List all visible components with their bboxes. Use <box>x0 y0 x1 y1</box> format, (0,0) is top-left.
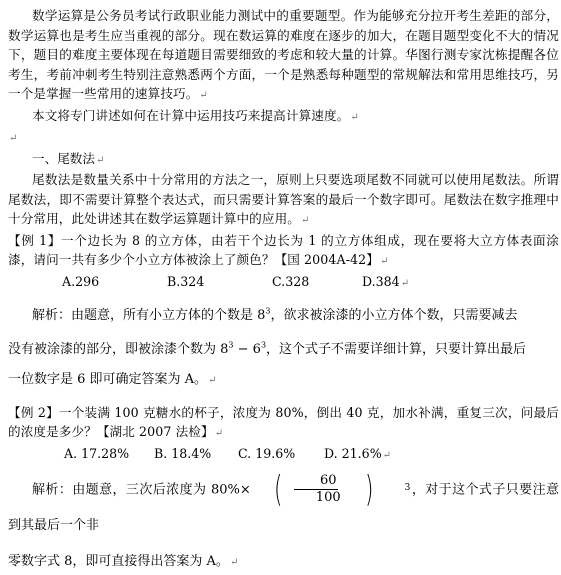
example-1-option-a: A.296 <box>62 273 100 289</box>
paragraph-mark: ↵ <box>300 215 310 226</box>
paragraph-mark: ↵ <box>229 557 239 568</box>
example-1-option-d: D.384↵ <box>362 273 410 289</box>
paragraph-mark: ↵ <box>350 111 359 123</box>
example-1-option-b: B.324 <box>167 273 205 289</box>
example-1-option-c: C.328 <box>272 273 310 289</box>
section-heading: 一、尾数法↵ <box>32 150 105 166</box>
section-body: 尾数法是数量关系中十分常用的方法之一，原则上只要选项尾数不同就可以使用尾数法。所谓尾数法，即不需要计算整个表达式，而只需要计算答案的最后一个数字即可。尾数法在数字推理中十分常用，此处讲述其在数学运算题计算中的应用。↵ <box>8 172 559 226</box>
example-2-solution-line-1: 解析：由题意，三次后浓度为 80%× ( $\frac{60}{100}$ ) 3 ，对于这个式子只要注意到其最后一个非 <box>8 468 559 533</box>
example-2-option-b: B. 18.4% <box>154 445 212 461</box>
example-2-options <box>8 444 559 466</box>
example-2-solution-line-2: 零数字式 8，即可直接得出答案为 A。↵ <box>8 554 239 569</box>
paragraph-mark: ↵ <box>214 428 224 439</box>
example-1-solution-line-1: 解析：由题意，所有小立方体的个数是 $8^3$，欲求被涂漆的小立方体个数，只需要减去 <box>32 306 518 323</box>
fraction-denominator: 100 <box>315 490 341 505</box>
fraction-expression: ( $\frac{60}{100}$ ) 3 <box>273 468 411 510</box>
example-2-option-d: D. 21.6%↵ <box>324 445 392 461</box>
paragraph-mark: ↵ <box>9 133 18 144</box>
paragraph-mark: ↵ <box>95 154 105 166</box>
paragraph-mark: ↵ <box>400 277 410 289</box>
paragraph-mark: ↵ <box>208 374 217 386</box>
intro-paragraph-2: 本文将专门讲述如何在计算中运用技巧来提高计算速度。↵ <box>32 107 359 123</box>
example-1-options <box>8 272 559 294</box>
fraction-numerator: 60 <box>294 473 339 490</box>
paragraph-mark: ↵ <box>382 449 392 461</box>
paragraph-mark: ↵ <box>379 256 389 267</box>
fraction-exponent: 3 <box>404 482 411 493</box>
example-2-question: 【例 2】一个装满 100 克糖水的杯子，浓度为 80%，倒出 40 克，加水补满，重复三次，问最后的浓度是多少？【湖北 2007 法检】↵ <box>8 404 559 439</box>
intro-paragraph-1: 数学运算是公务员考试行政职业能力测试中的重要题型。作为能够充分拉开考生差距的部分，数学运算也是考生应当重视的部分。现在数运算的难度在逐步的加大，在题目题型变化不大的情况下，题目的难度主要体现在每道题目需要细致的考虑和较大量的计算。华图行测专家沈栋提醒各位考生，考前冲刺考生特别注意熟悉两个方面，一个是熟悉每种题型的常规解法和常用思维技巧，另一个是掌握一些常用的速算技巧。↵ <box>8 8 559 101</box>
example-2-option-a: A. 17.28% <box>64 445 130 461</box>
example-2-option-c: C. 19.6% <box>238 445 296 461</box>
example-1-solution-line-2: 没有被涂漆的部分，即被涂漆个数为 $8^3 - 6^3$，这个式子不需要详细计算，只要计算出最后 <box>8 340 527 357</box>
example-1-solution-line-3: 一位数字是 6 即可确定答案为 A。↵ <box>8 371 217 387</box>
paragraph-mark: ↵ <box>199 90 208 101</box>
example-1-question: 【例 1】一个边长为 8 的立方体，由若干个边长为 1 的立方体组成，现在要将大立方体表面涂漆，请问一共有多少个小立方体被涂上了颜色？【国 2004A-42】↵ <box>8 232 559 267</box>
empty-line <box>8 127 559 149</box>
